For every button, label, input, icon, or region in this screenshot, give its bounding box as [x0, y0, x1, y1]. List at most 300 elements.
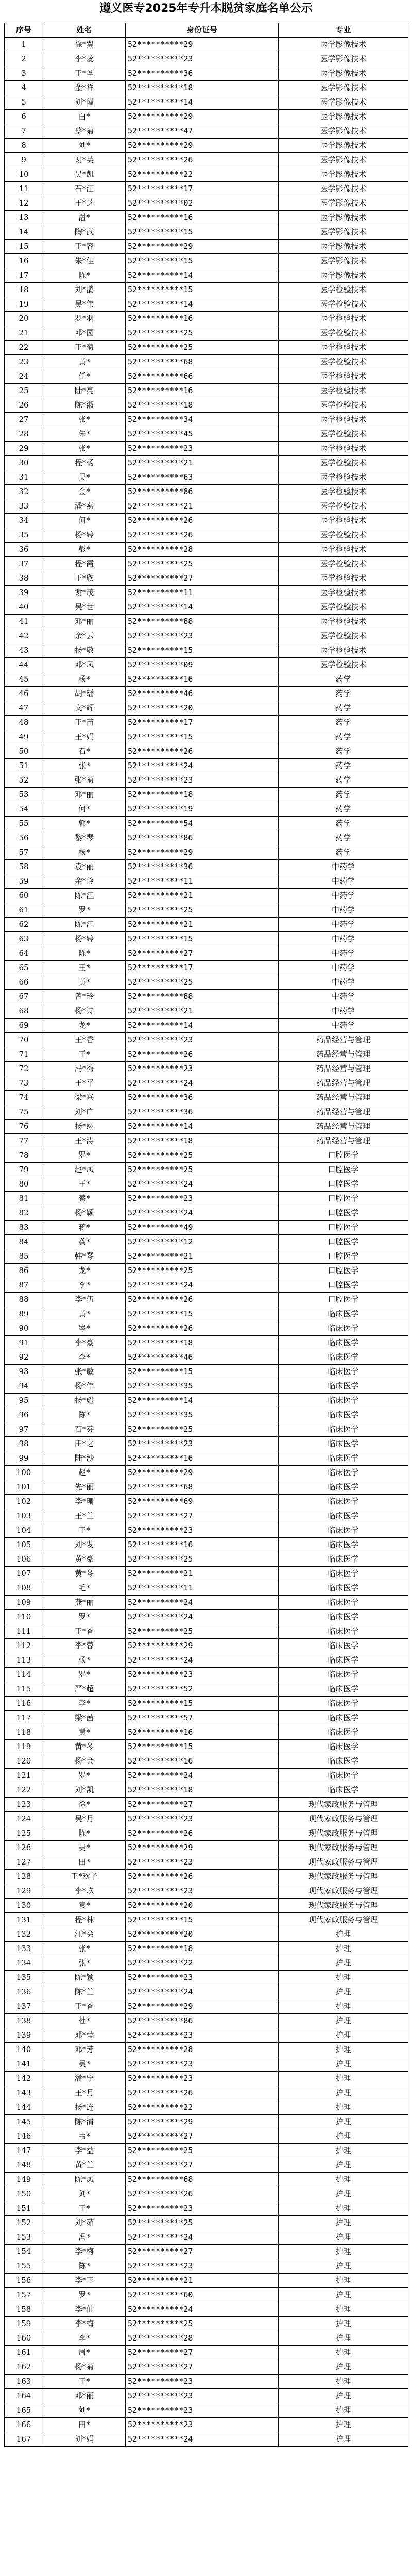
cell-name: 冯* [43, 2230, 126, 2245]
cell-id-number: 52**********16 [126, 211, 279, 225]
cell-major: 临床医学 [279, 1697, 408, 1711]
column-header-major: 专业 [279, 23, 408, 38]
cell-name: 王*芝 [43, 196, 126, 211]
cell-id-number: 52**********21 [126, 1567, 279, 1581]
cell-id-number: 52**********24 [126, 1177, 279, 1192]
cell-name: 李*梅 [43, 2317, 126, 2331]
cell-major: 护理 [279, 2346, 408, 2360]
table-row [5, 1798, 408, 1812]
table-row [5, 413, 408, 427]
cell-id-number: 52**********20 [126, 701, 279, 716]
table-row [5, 1956, 408, 1971]
cell-id-number: 52**********21 [126, 918, 279, 932]
cell-seq: 9 [5, 153, 43, 167]
cell-id-number: 52**********23 [126, 1855, 279, 1870]
cell-seq: 100 [5, 1466, 43, 1480]
cell-name: 李*蓉 [43, 1639, 126, 1653]
table-row [5, 1725, 408, 1740]
cell-seq: 4 [5, 81, 43, 95]
cell-major: 中药学 [279, 961, 408, 975]
table-row [5, 485, 408, 499]
cell-id-number: 52**********68 [126, 2173, 279, 2187]
cell-seq: 12 [5, 196, 43, 211]
cell-seq: 149 [5, 2173, 43, 2187]
cell-name: 陈* [43, 1408, 126, 1422]
cell-seq: 84 [5, 1235, 43, 1249]
table-row [5, 2375, 408, 2389]
table-row [5, 1033, 408, 1047]
table-row [5, 1105, 408, 1120]
table-row [5, 2346, 408, 2360]
cell-major: 护理 [279, 2389, 408, 2403]
cell-id-number: 52**********24 [126, 759, 279, 773]
cell-seq: 150 [5, 2187, 43, 2201]
cell-major: 临床医学 [279, 1653, 408, 1668]
cell-seq: 96 [5, 1408, 43, 1422]
table-row [5, 2115, 408, 2129]
cell-id-number: 52**********29 [126, 2115, 279, 2129]
cell-seq: 128 [5, 1870, 43, 1884]
table-row [5, 1379, 408, 1394]
cell-major: 医学影像技术 [279, 211, 408, 225]
cell-seq: 75 [5, 1105, 43, 1120]
cell-seq: 30 [5, 456, 43, 470]
cell-major: 临床医学 [279, 1596, 408, 1610]
cell-id-number: 52**********14 [126, 297, 279, 312]
cell-major: 临床医学 [279, 1480, 408, 1495]
cell-id-number: 52**********24 [126, 1596, 279, 1610]
table-row [5, 1394, 408, 1408]
cell-seq: 140 [5, 2043, 43, 2057]
cell-seq: 33 [5, 499, 43, 514]
cell-name: 杨*敬 [43, 643, 126, 658]
cell-seq: 136 [5, 1985, 43, 1999]
cell-seq: 61 [5, 903, 43, 918]
table-row [5, 2403, 408, 2418]
cell-id-number: 52**********15 [126, 254, 279, 268]
cell-id-number: 52**********23 [126, 2375, 279, 2389]
cell-major: 医学影像技术 [279, 268, 408, 283]
cell-id-number: 52**********26 [126, 1321, 279, 1336]
cell-seq: 97 [5, 1422, 43, 1437]
cell-name: 杜* [43, 2014, 126, 2028]
cell-name: 吴*伟 [43, 297, 126, 312]
cell-id-number: 52**********28 [126, 543, 279, 557]
cell-seq: 162 [5, 2360, 43, 2375]
cell-seq: 159 [5, 2317, 43, 2331]
cell-seq: 39 [5, 586, 43, 600]
cell-name: 张* [43, 759, 126, 773]
cell-seq: 125 [5, 1826, 43, 1841]
cell-major: 临床医学 [279, 1495, 408, 1509]
cell-seq: 80 [5, 1177, 43, 1192]
cell-id-number: 52**********21 [126, 889, 279, 903]
cell-major: 医学检验技术 [279, 629, 408, 643]
cell-id-number: 52**********29 [126, 1466, 279, 1480]
cell-major: 医学检验技术 [279, 355, 408, 369]
cell-major: 药学 [279, 845, 408, 860]
cell-name: 田* [43, 1855, 126, 1870]
table-row [5, 355, 408, 369]
table-row [5, 1249, 408, 1264]
cell-seq: 10 [5, 167, 43, 182]
cell-seq: 94 [5, 1379, 43, 1394]
table-row [5, 225, 408, 240]
cell-id-number: 52**********26 [126, 744, 279, 759]
cell-seq: 76 [5, 1120, 43, 1134]
cell-seq: 41 [5, 615, 43, 629]
table-row [5, 2360, 408, 2375]
table-row [5, 860, 408, 874]
cell-seq: 147 [5, 2144, 43, 2158]
cell-major: 护理 [279, 2432, 408, 2447]
cell-major: 临床医学 [279, 1350, 408, 1365]
cell-name: 杨*彪 [43, 1394, 126, 1408]
cell-id-number: 52**********88 [126, 615, 279, 629]
cell-id-number: 52**********15 [126, 1913, 279, 1927]
cell-major: 医学检验技术 [279, 398, 408, 413]
cell-name: 黎*琴 [43, 831, 126, 845]
cell-name: 陈*淑 [43, 398, 126, 413]
cell-seq: 124 [5, 1812, 43, 1826]
cell-name: 刘*瑾 [43, 95, 126, 110]
cell-id-number: 52**********21 [126, 499, 279, 514]
table-row [5, 687, 408, 701]
cell-name: 陶*武 [43, 225, 126, 240]
cell-major: 医学检验技术 [279, 543, 408, 557]
cell-name: 李* [43, 2331, 126, 2346]
cell-name: 陆*沙 [43, 1451, 126, 1466]
cell-name: 石* [43, 744, 126, 759]
cell-seq: 156 [5, 2274, 43, 2288]
cell-id-number: 52**********23 [126, 1062, 279, 1076]
table-row [5, 2288, 408, 2302]
cell-major: 临床医学 [279, 1581, 408, 1596]
cell-id-number: 52**********24 [126, 1076, 279, 1091]
cell-major: 医学影像技术 [279, 95, 408, 110]
table-row [5, 874, 408, 889]
cell-name: 李*伍 [43, 1293, 126, 1307]
cell-major: 护理 [279, 2288, 408, 2302]
cell-id-number: 52**********23 [126, 773, 279, 788]
cell-major: 护理 [279, 2331, 408, 2346]
cell-major: 药品经营与管理 [279, 1047, 408, 1062]
cell-name: 刘* [43, 139, 126, 153]
table-row [5, 297, 408, 312]
table-row [5, 1004, 408, 1019]
table-row [5, 1192, 408, 1206]
cell-name: 陈*清 [43, 2115, 126, 2129]
cell-id-number: 52**********25 [126, 2144, 279, 2158]
cell-id-number: 52**********63 [126, 470, 279, 485]
cell-major: 中药学 [279, 932, 408, 946]
cell-id-number: 52**********24 [126, 1985, 279, 1999]
cell-name: 王*兰 [43, 1509, 126, 1523]
cell-major: 现代家政服务与管理 [279, 1899, 408, 1913]
cell-id-number: 52**********24 [126, 2230, 279, 2245]
cell-seq: 86 [5, 1264, 43, 1278]
cell-major: 医学检验技术 [279, 470, 408, 485]
cell-major: 护理 [279, 2230, 408, 2245]
cell-seq: 19 [5, 297, 43, 312]
cell-name: 李*豪 [43, 1336, 126, 1350]
cell-seq: 115 [5, 1682, 43, 1697]
cell-major: 医学检验技术 [279, 384, 408, 398]
table-row [5, 1422, 408, 1437]
cell-id-number: 52**********20 [126, 1899, 279, 1913]
cell-major: 临床医学 [279, 1321, 408, 1336]
cell-seq: 108 [5, 1581, 43, 1596]
cell-name: 杨* [43, 845, 126, 860]
cell-major: 医学检验技术 [279, 528, 408, 543]
cell-name: 潘*燕 [43, 499, 126, 514]
cell-major: 药品经营与管理 [279, 1105, 408, 1120]
cell-seq: 111 [5, 1624, 43, 1639]
table-row [5, 1653, 408, 1668]
cell-major: 临床医学 [279, 1624, 408, 1639]
cell-seq: 148 [5, 2158, 43, 2173]
cell-name: 曾*玲 [43, 990, 126, 1004]
cell-id-number: 52**********24 [126, 1653, 279, 1668]
cell-id-number: 52**********27 [126, 2158, 279, 2173]
table-row [5, 254, 408, 268]
cell-seq: 126 [5, 1841, 43, 1855]
cell-seq: 26 [5, 398, 43, 413]
cell-name: 王*涛 [43, 1134, 126, 1148]
table-row [5, 2418, 408, 2432]
cell-seq: 48 [5, 716, 43, 730]
cell-seq: 152 [5, 2216, 43, 2230]
cell-major: 医学检验技术 [279, 427, 408, 442]
cell-id-number: 52**********26 [126, 1870, 279, 1884]
cell-major: 医学检验技术 [279, 485, 408, 499]
cell-seq: 3 [5, 66, 43, 81]
cell-seq: 64 [5, 946, 43, 961]
cell-id-number: 52**********18 [126, 788, 279, 802]
cell-name: 邓*丽 [43, 788, 126, 802]
cell-major: 药学 [279, 687, 408, 701]
cell-seq: 157 [5, 2288, 43, 2302]
cell-seq: 144 [5, 2100, 43, 2115]
cell-name: 陆*亮 [43, 384, 126, 398]
table-row [5, 643, 408, 658]
cell-major: 医学检验技术 [279, 283, 408, 297]
cell-seq: 29 [5, 442, 43, 456]
table-row [5, 1480, 408, 1495]
cell-major: 护理 [279, 2360, 408, 2375]
table-row [5, 557, 408, 571]
cell-seq: 127 [5, 1855, 43, 1870]
table-row [5, 1321, 408, 1336]
cell-seq: 158 [5, 2302, 43, 2317]
table-row [5, 975, 408, 990]
table-row [5, 1538, 408, 1552]
cell-major: 护理 [279, 2216, 408, 2230]
cell-id-number: 52**********68 [126, 355, 279, 369]
cell-major: 临床医学 [279, 1437, 408, 1451]
table-row [5, 615, 408, 629]
cell-name: 李*玉 [43, 2274, 126, 2288]
cell-seq: 90 [5, 1321, 43, 1336]
table-row [5, 456, 408, 470]
table-row [5, 716, 408, 730]
table-row [5, 1999, 408, 2014]
cell-major: 临床医学 [279, 1408, 408, 1422]
table-row [5, 2259, 408, 2274]
cell-name: 杨*菊 [43, 2360, 126, 2375]
cell-name: 余*玲 [43, 874, 126, 889]
cell-major: 临床医学 [279, 1552, 408, 1567]
cell-major: 医学影像技术 [279, 124, 408, 139]
cell-seq: 151 [5, 2201, 43, 2216]
table-row [5, 788, 408, 802]
table-row [5, 1697, 408, 1711]
cell-seq: 1 [5, 38, 43, 52]
table-row [5, 2173, 408, 2187]
cell-id-number: 52**********23 [126, 1812, 279, 1826]
table-row [5, 1884, 408, 1899]
cell-name: 徐*翼 [43, 38, 126, 52]
cell-name: 刘*广 [43, 1105, 126, 1120]
cell-major: 药学 [279, 831, 408, 845]
cell-name: 石*江 [43, 182, 126, 196]
table-row [5, 110, 408, 124]
cell-major: 医学影像技术 [279, 110, 408, 124]
cell-major: 口腔医学 [279, 1206, 408, 1221]
cell-name: 王*欣 [43, 571, 126, 586]
cell-name: 朱*佳 [43, 254, 126, 268]
cell-id-number: 52**********68 [126, 1480, 279, 1495]
table-row [5, 600, 408, 615]
cell-seq: 118 [5, 1725, 43, 1740]
cell-major: 护理 [279, 2418, 408, 2432]
cell-major: 护理 [279, 2245, 408, 2259]
table-row [5, 369, 408, 384]
table-row [5, 701, 408, 716]
table-row [5, 268, 408, 283]
cell-seq: 101 [5, 1480, 43, 1495]
cell-id-number: 52**********18 [126, 1942, 279, 1956]
cell-name: 杨*婷 [43, 932, 126, 946]
table-row [5, 1076, 408, 1091]
cell-name: 刘*鹊 [43, 283, 126, 297]
cell-id-number: 52**********52 [126, 1682, 279, 1697]
cell-id-number: 52**********23 [126, 1523, 279, 1538]
cell-name: 张*敏 [43, 1365, 126, 1379]
cell-id-number: 52**********60 [126, 2288, 279, 2302]
cell-seq: 145 [5, 2115, 43, 2129]
cell-name: 罗* [43, 1769, 126, 1783]
cell-id-number: 52**********35 [126, 1408, 279, 1422]
cell-major: 口腔医学 [279, 1293, 408, 1307]
cell-id-number: 52**********22 [126, 2100, 279, 2115]
cell-seq: 89 [5, 1307, 43, 1321]
table-row [5, 1841, 408, 1855]
cell-seq: 25 [5, 384, 43, 398]
cell-major: 口腔医学 [279, 1221, 408, 1235]
cell-seq: 88 [5, 1293, 43, 1307]
cell-id-number: 52**********23 [126, 629, 279, 643]
cell-id-number: 52**********29 [126, 110, 279, 124]
table-row [5, 95, 408, 110]
cell-seq: 15 [5, 240, 43, 254]
cell-major: 医学检验技术 [279, 557, 408, 571]
cell-name: 罗* [43, 1148, 126, 1163]
cell-name: 杨*会 [43, 1754, 126, 1769]
cell-name: 江*会 [43, 1927, 126, 1942]
cell-major: 护理 [279, 2144, 408, 2158]
cell-major: 中药学 [279, 1004, 408, 1019]
cell-name: 文*辉 [43, 701, 126, 716]
cell-id-number: 52**********20 [126, 1927, 279, 1942]
cell-seq: 110 [5, 1610, 43, 1624]
cell-id-number: 52**********14 [126, 1394, 279, 1408]
cell-name: 王* [43, 1523, 126, 1538]
cell-name: 蔡*菊 [43, 124, 126, 139]
cell-seq: 28 [5, 427, 43, 442]
cell-name: 梁*茜 [43, 1711, 126, 1725]
cell-major: 医学检验技术 [279, 326, 408, 341]
cell-major: 医学影像技术 [279, 153, 408, 167]
cell-seq: 66 [5, 975, 43, 990]
cell-seq: 166 [5, 2418, 43, 2432]
table-row [5, 918, 408, 932]
cell-seq: 99 [5, 1451, 43, 1466]
cell-id-number: 52**********26 [126, 514, 279, 528]
cell-name: 王*娟 [43, 730, 126, 744]
cell-id-number: 52**********23 [126, 1668, 279, 1682]
cell-id-number: 52**********21 [126, 1004, 279, 1019]
cell-id-number: 52**********47 [126, 124, 279, 139]
cell-seq: 163 [5, 2375, 43, 2389]
table-row [5, 2144, 408, 2158]
table-row [5, 341, 408, 355]
table-row [5, 2043, 408, 2057]
table-row [5, 658, 408, 672]
cell-major: 护理 [279, 1985, 408, 1999]
cell-seq: 155 [5, 2259, 43, 2274]
cell-id-number: 52**********15 [126, 283, 279, 297]
cell-name: 龚*丽 [43, 1596, 126, 1610]
cell-id-number: 52**********23 [126, 2403, 279, 2418]
cell-seq: 65 [5, 961, 43, 975]
cell-name: 吴*月 [43, 1812, 126, 1826]
cell-major: 护理 [279, 2403, 408, 2418]
cell-major: 医学影像技术 [279, 254, 408, 268]
cell-name: 张*菊 [43, 773, 126, 788]
cell-seq: 91 [5, 1336, 43, 1350]
cell-major: 现代家政服务与管理 [279, 1884, 408, 1899]
cell-id-number: 52**********09 [126, 658, 279, 672]
table-row [5, 802, 408, 817]
cell-major: 护理 [279, 2043, 408, 2057]
cell-id-number: 52**********29 [126, 240, 279, 254]
cell-id-number: 52**********27 [126, 2129, 279, 2144]
table-row [5, 1091, 408, 1105]
cell-id-number: 52**********27 [126, 1509, 279, 1523]
cell-seq: 165 [5, 2403, 43, 2418]
cell-id-number: 52**********14 [126, 600, 279, 615]
cell-major: 医学检验技术 [279, 571, 408, 586]
table-row [5, 1913, 408, 1927]
cell-major: 护理 [279, 2274, 408, 2288]
table-row [5, 2028, 408, 2043]
cell-major: 医学检验技术 [279, 442, 408, 456]
cell-major: 临床医学 [279, 1466, 408, 1480]
table-row [5, 1408, 408, 1422]
cell-major: 护理 [279, 2187, 408, 2201]
cell-id-number: 52**********23 [126, 52, 279, 66]
